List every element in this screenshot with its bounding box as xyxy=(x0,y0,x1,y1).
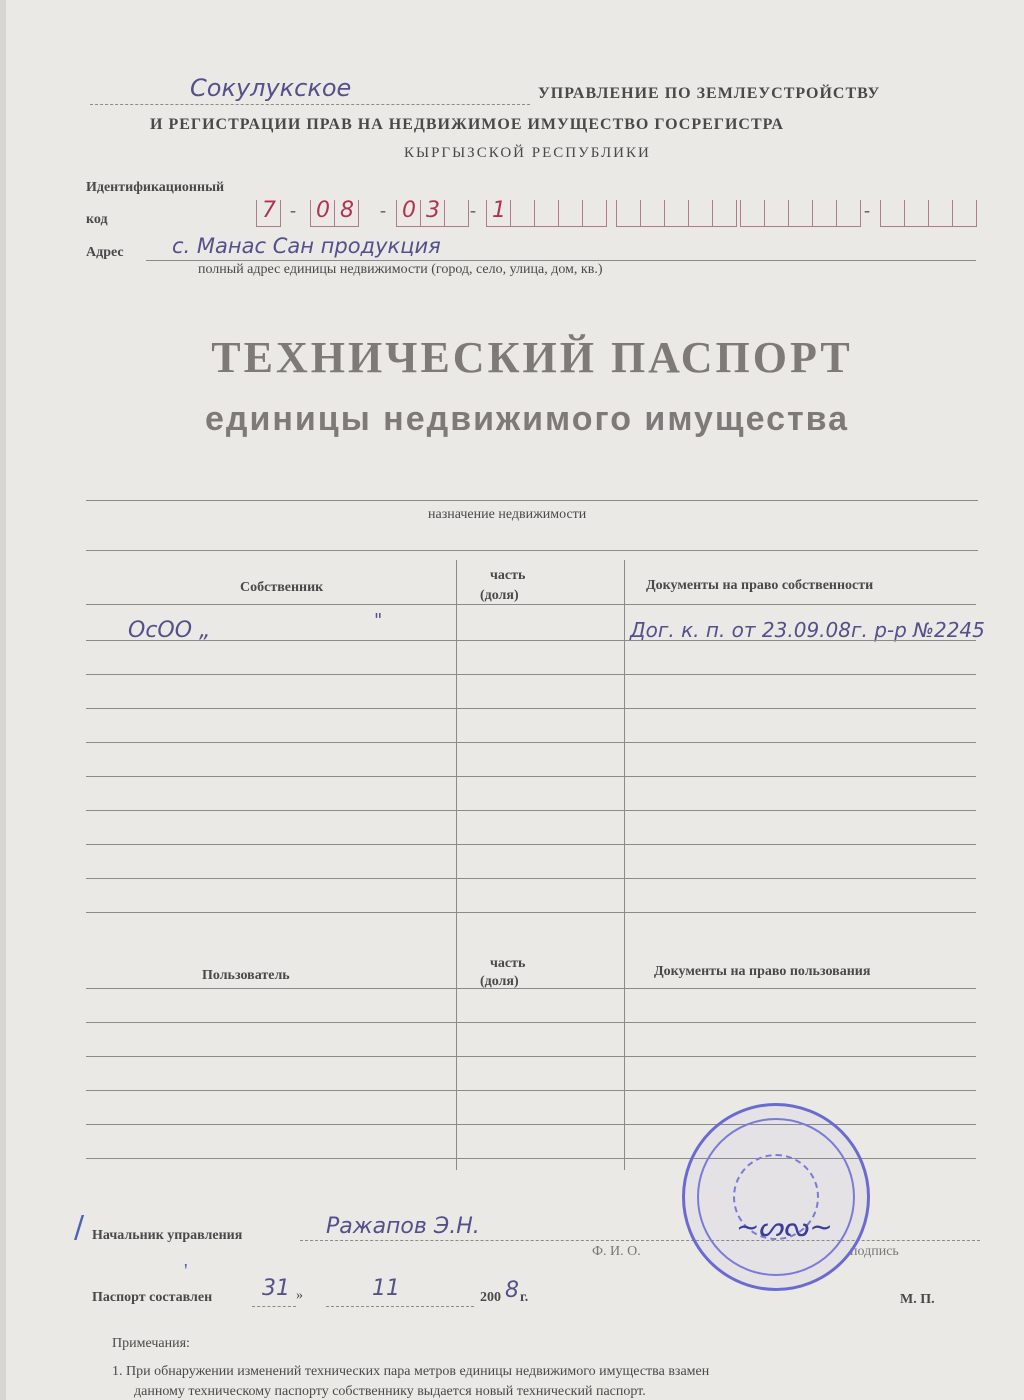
ruled-line xyxy=(86,878,456,879)
owners-divider-right xyxy=(624,560,625,960)
ruled-line xyxy=(624,776,976,777)
composed-year-unit: г. xyxy=(520,1290,529,1305)
code-digit-5: 3 xyxy=(426,198,440,223)
ruled-line xyxy=(456,912,624,913)
ruled-line xyxy=(456,776,624,777)
ruled-line xyxy=(86,640,456,641)
ruled-line xyxy=(624,1090,976,1091)
user-column-header: Пользователь xyxy=(202,968,290,983)
ruled-line xyxy=(624,844,976,845)
region-underline xyxy=(90,104,530,105)
header-line1: УПРАВЛЕНИЕ ПО ЗЕМЛЕУСТРОЙСТВУ xyxy=(538,85,881,102)
ruled-line xyxy=(624,640,976,641)
ruled-line xyxy=(456,988,624,989)
ruled-line xyxy=(456,810,624,811)
owner-column-header: Собственник xyxy=(240,580,324,595)
code-group-5 xyxy=(616,200,737,227)
signature-label: Начальник управления xyxy=(92,1228,243,1243)
ruled-line xyxy=(456,708,624,709)
ruled-line xyxy=(456,674,624,675)
address-value: с. Манас Сан продукция xyxy=(172,234,441,258)
owners-divider-left xyxy=(456,560,457,960)
composed-day: 31 xyxy=(262,1276,290,1301)
region-handwritten: Сокулукское xyxy=(190,74,352,102)
owner-share-header-1: часть xyxy=(490,568,526,583)
code-separator: - xyxy=(470,200,476,220)
official-stamp xyxy=(682,1103,870,1291)
users-divider-right xyxy=(624,950,625,1170)
owner-value: ОсОО „ xyxy=(128,618,211,643)
day-line xyxy=(252,1306,296,1307)
composed-label: Паспорт составлен xyxy=(92,1290,213,1305)
document-subtitle: единицы недвижимого имущества xyxy=(204,400,850,438)
month-line xyxy=(326,1306,474,1307)
ruled-line xyxy=(456,1090,624,1091)
code-separator: - xyxy=(290,200,296,220)
ruled-line xyxy=(456,742,624,743)
binder-edge xyxy=(0,0,6,1400)
ruled-line xyxy=(86,776,456,777)
user-share-header-1: часть xyxy=(490,956,526,971)
notes-item1-line2: данному техническому паспорту собственнику выдается новый технический паспорт. xyxy=(134,1384,646,1399)
user-docs-header: Документы на право пользования xyxy=(654,964,871,979)
ruled-line xyxy=(86,742,456,743)
code-separator: - xyxy=(864,200,870,220)
user-share-header-2: (доля) xyxy=(480,974,519,989)
signature-line xyxy=(300,1240,980,1241)
signature-scribble: ~ᔕᔓ~ xyxy=(736,1210,833,1243)
code-digit-1: 7 xyxy=(262,198,276,223)
owners-header-line xyxy=(86,604,456,605)
ruled-line xyxy=(86,810,456,811)
ruled-line xyxy=(624,742,976,743)
ruled-line xyxy=(624,1056,976,1057)
pen-tick: ' xyxy=(184,1260,188,1282)
owners-header-line xyxy=(624,604,976,605)
table-top-line xyxy=(86,550,978,551)
ruled-line xyxy=(624,674,976,675)
code-digit-6: 1 xyxy=(492,198,506,223)
owner-docs-header: Документы на право собственности xyxy=(646,578,874,593)
ruled-line xyxy=(456,1022,624,1023)
notes-item1-line1: 1. При обнаружении изменений технических пара метров единицы недвижимого имущества взамен xyxy=(112,1364,710,1379)
ruled-line xyxy=(456,1158,624,1159)
address-hint: полный адрес единицы недвижимости (город, село, улица, дом, кв.) xyxy=(198,262,603,277)
fio-label: Ф. И. О. xyxy=(592,1244,641,1259)
composed-year-suffix: 8 xyxy=(505,1278,519,1303)
ruled-line xyxy=(456,1124,624,1125)
purpose-line xyxy=(86,500,978,501)
owner-docs-value: Дог. к. п. от 23.09.08г. р-р №2245 xyxy=(630,618,985,642)
podpis-label: подпись xyxy=(850,1244,899,1259)
ruled-line xyxy=(86,708,456,709)
ruled-line xyxy=(86,1056,456,1057)
ruled-line xyxy=(86,844,456,845)
address-label: Адрес xyxy=(86,245,124,260)
code-digit-2: 0 xyxy=(316,198,330,223)
ruled-line xyxy=(456,1056,624,1057)
composed-month: 11 xyxy=(372,1276,400,1301)
code-digit-4: 0 xyxy=(402,198,416,223)
pen-mark: / xyxy=(74,1210,85,1245)
ruled-line xyxy=(624,810,976,811)
ruled-line xyxy=(86,674,456,675)
id-label-line1: Идентификационный xyxy=(86,180,225,195)
users-divider-left xyxy=(456,950,457,1170)
ruled-line xyxy=(624,912,976,913)
purpose-label: назначение недвижимости xyxy=(428,507,587,522)
ruled-line xyxy=(86,988,456,989)
ruled-line xyxy=(624,1022,976,1023)
header-line3: КЫРГЫЗСКОЙ РЕСПУБЛИКИ xyxy=(404,145,651,161)
owner-share-header-2: (доля) xyxy=(480,588,519,603)
code-group-6 xyxy=(740,200,861,227)
owners-header-line xyxy=(456,604,624,605)
ruled-line xyxy=(624,988,976,989)
document-title: ТЕХНИЧЕСКИЙ ПАСПОРТ xyxy=(211,333,853,382)
ruled-line xyxy=(86,1124,456,1125)
code-digit-3: 8 xyxy=(340,198,354,223)
ruled-line xyxy=(456,878,624,879)
ruled-line xyxy=(86,1090,456,1091)
mp-label: М. П. xyxy=(900,1292,935,1307)
ruled-line xyxy=(86,912,456,913)
composed-year-prefix: 200 xyxy=(480,1290,501,1305)
address-line xyxy=(146,260,976,261)
ruled-line xyxy=(456,844,624,845)
ruled-line xyxy=(624,878,976,879)
header-line2: И РЕГИСТРАЦИИ ПРАВ НА НЕДВИЖИМОЕ ИМУЩЕСТВО ГОСРЕГИСТРА xyxy=(150,116,784,133)
code-group-7 xyxy=(880,200,977,227)
document-page: Сокулукское УПРАВЛЕНИЕ ПО ЗЕМЛЕУСТРОЙСТВУ И РЕГИСТРАЦИИ ПРАВ НА НЕДВИЖИМОЕ ИМУЩЕСТВО ГОСРЕГИСТРА КЫРГЫЗСКОЙ РЕСПУБЛИКИ Идентификационный код - - - - 7 0 8 0 3 1 Адрес с. Манас Сан продукция полный адрес единицы недвижимости (город, село, улица, дом, кв.) ТЕХНИЧЕСКИЙ ПАСПОРТ единицы недвижимого имущества назначение недвижимости Собственник часть (доля) Документы на право собственности ОсОО „ " Дог. к. п. от 23.09.08г. р-р №2245 Пользователь часть (доля) Документы на право пользования / Начальник управления Ражапов Э.Н. Ф. И. О. подпись ~ᔕᔓ~ ' Паспорт составлен 31 » 11 200 8 г. М. П. Примечания: 1. При обнаружении изменений технических пара метров единицы недвижимого имущества взамен данному техническому паспорту собственнику выдается новый технический паспорт. xyxy=(0,0,1024,1400)
ruled-line xyxy=(86,1022,456,1023)
ruled-line xyxy=(624,708,976,709)
signature-name: Ражапов Э.Н. xyxy=(326,1214,480,1239)
code-separator: - xyxy=(380,200,386,220)
owner-quote-close: " xyxy=(374,610,383,631)
ruled-line xyxy=(456,640,624,641)
notes-title: Примечания: xyxy=(112,1336,190,1351)
ruled-line xyxy=(86,1158,456,1159)
id-label-line2: код xyxy=(86,212,108,227)
